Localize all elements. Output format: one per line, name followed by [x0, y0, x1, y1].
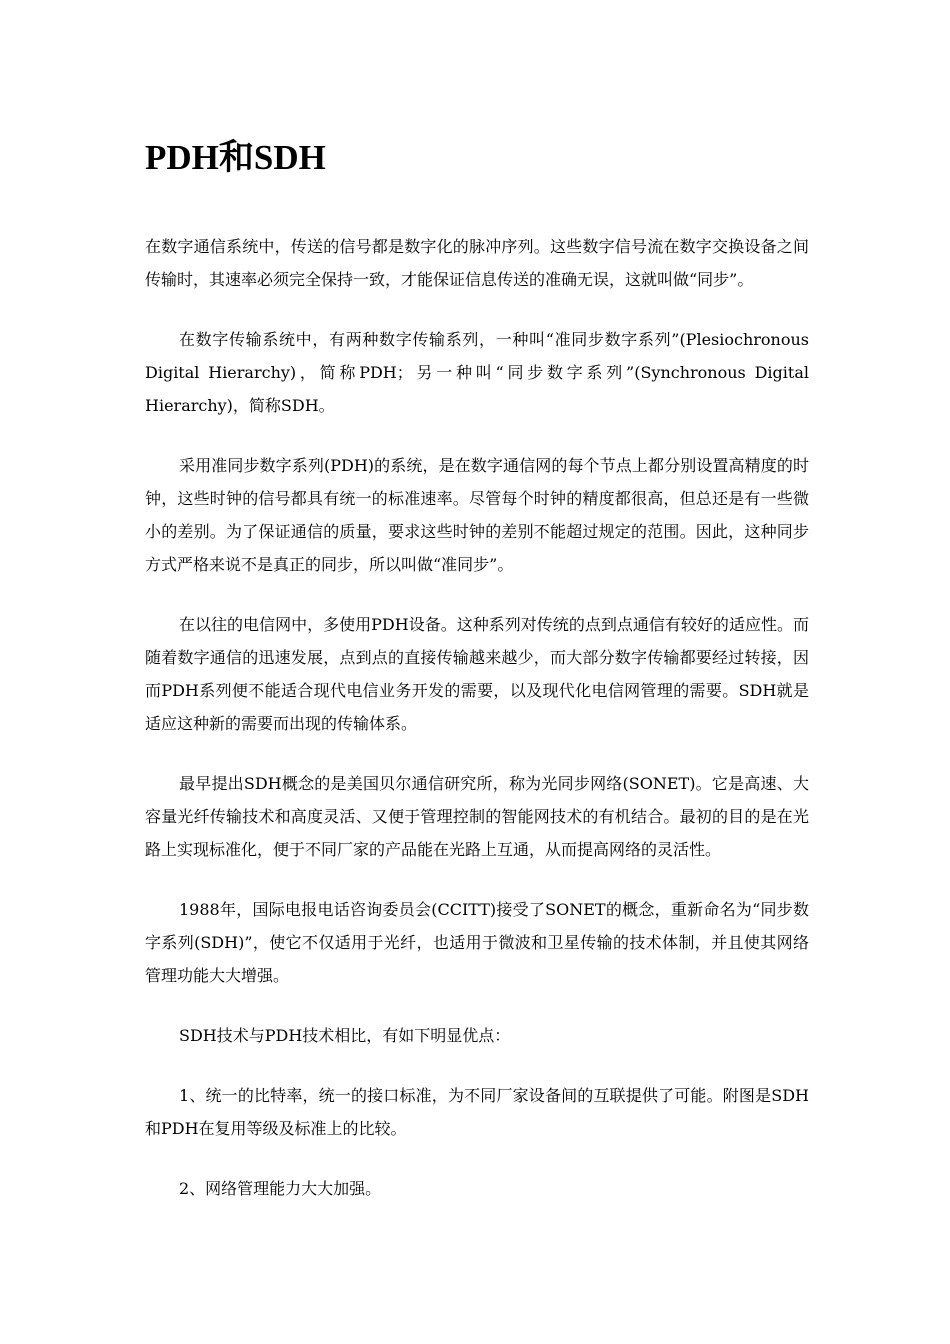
paragraph-ccitt-adoption: 1988年，国际电报电话咨询委员会(CCITT)接受了SONET的概念，重新命名为“同步数字系列(SDH)”，使它不仅适用于光纤，也适用于微波和卫星传输的技术体制，并且使其网络管理功能大大增强。: [145, 900, 809, 985]
paragraph-advantage-1: 1、统一的比特率，统一的接口标准，为不同厂家设备间的互联提供了可能。附图是SDH和PDH在复用等级及标准上的比较。: [145, 1086, 809, 1138]
paragraph-sonet-origin: 最早提出SDH概念的是美国贝尔通信研究所，称为光同步网络(SONET)。它是高速、大容量光纤传输技术和高度灵活、又便于管理控制的智能网技术的有机结合。最初的目的是在光路上实现标准化，便于不同厂家的产品能在光路上互通，从而提高网络的灵活性。: [145, 774, 809, 859]
paragraph-pdh-limitations: 在以往的电信网中，多使用PDH设备。这种系列对传统的点到点通信有较好的适应性。而随着数字通信的迅速发展，点到点的直接传输越来越少，而大部分数字传输都要经过转接，因而PDH系列便不能适合现代电信业务开发的需要，以及现代化电信网管理的需要。SDH就是适应这种新的需要而出现的传输体系。: [145, 615, 809, 733]
paragraph-two-hierarchies: 在数字传输系统中，有两种数字传输系列，一种叫“准同步数字系列”(Plesiochronous Digital Hierarchy)，简称PDH；另一种叫“同步数字系列”(Synchronous Digital Hierarchy)，简称SDH。: [145, 330, 809, 415]
paragraph-pdh-description: 采用准同步数字系列(PDH)的系统，是在数字通信网的每个节点上都分别设置高精度的时钟，这些时钟的信号都具有统一的标准速率。尽管每个时钟的精度都很高，但总还是有一些微小的差别。为了保证通信的质量，要求这些时钟的差别不能超过规定的范围。因此，这种同步方式严格来说不是真正的同步，所以叫做“准同步”。: [145, 456, 809, 574]
paragraph-sync-intro: 在数字通信系统中，传送的信号都是数字化的脉冲序列。这些数字信号流在数字交换设备之间传输时，其速率必须完全保持一致，才能保证信息传送的准确无误，这就叫做“同步”。: [145, 237, 809, 289]
paragraph-advantage-2: 2、网络管理能力大大加强。: [179, 1179, 382, 1198]
paragraph-advantages-intro: SDH技术与PDH技术相比，有如下明显优点：: [179, 1026, 511, 1045]
document-title: PDH和SDH: [145, 138, 326, 177]
document-body: [145, 230, 809, 1232]
